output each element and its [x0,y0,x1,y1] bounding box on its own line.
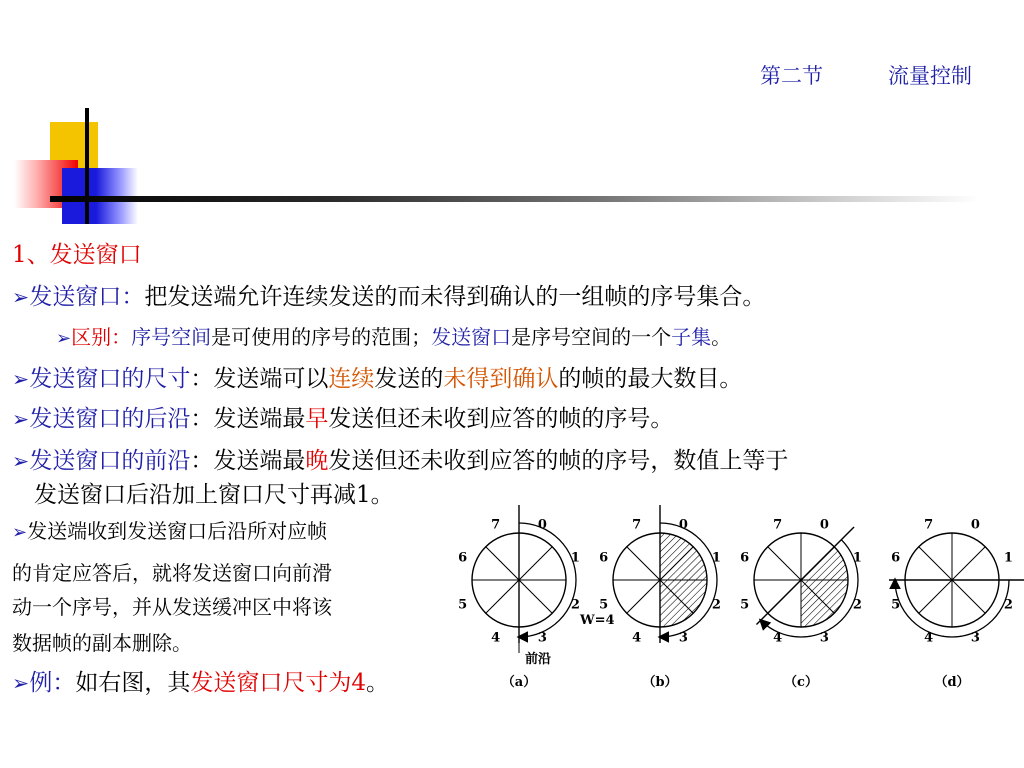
text: 如右图，其 [75,670,191,696]
slide-title: 流量控制 [888,64,972,88]
sequence-number: 0 [970,517,980,533]
sequence-number: 1 [1003,550,1013,566]
text: 的帧的最大数目。 [558,366,743,392]
text: 。 [365,670,389,696]
definition: 把发送端允许连续发送的而未得到确认的一组帧的序号集合。 [144,284,766,310]
bullet-leading-edge-continued: 发送窗口后沿加上窗口尺寸再减1。 [34,482,394,508]
sequence-number: 7 [491,517,501,533]
horizontal-rule [50,196,980,202]
shaded-sector [801,547,848,580]
sequence-number: 2 [570,597,580,613]
term: 例： [29,670,76,696]
sequence-number: 6 [599,550,609,566]
sequence-number: 4 [924,630,934,646]
sequence-number: 5 [599,597,609,613]
window-size-label: W=4 [580,613,615,628]
bullet-send-window [12,282,765,312]
sequence-number: 2 [852,597,862,613]
bullet-example [12,668,389,698]
panel-caption: （b） [642,675,678,690]
term: 发送窗口的前沿 [29,448,191,474]
term: 区别： [71,325,132,349]
sequence-number: 3 [970,630,980,646]
sequence-number: 3 [537,630,547,646]
bullet-trailing-edge [12,404,673,434]
front-edge-label: 前沿 [525,652,552,667]
bullet-difference [56,324,731,352]
triangle-arrow-icon: ➢ [12,449,30,473]
sequence-number: 5 [891,597,901,613]
sequence-number: 1 [711,550,721,566]
sequence-number: 3 [678,630,688,646]
sequence-number: 7 [924,517,934,533]
sliding-window-diagram [456,494,1024,694]
triangle-arrow-icon: ➢ [12,407,30,431]
panel-caption: （c） [784,675,818,690]
text: 发送端收到发送窗口后沿所对应帧 [27,519,328,543]
panel-caption: （d） [934,675,970,690]
keyword: 连续 [328,366,375,392]
sequence-number: 0 [537,517,547,533]
keyword: 未得到确认 [443,366,559,392]
description-line: 的肯定应答后，就将发送窗口向前滑 [12,561,332,585]
text: ：发送端最 [190,448,306,474]
vertical-rule [85,108,89,224]
sequence-number: 5 [458,597,468,613]
text: ：发送端可以 [190,366,329,392]
triangle-arrow-icon: ➢ [12,522,28,543]
triangle-arrow-icon: ➢ [56,328,72,349]
sequence-number: 3 [819,630,829,646]
text: 是可使用的序号的范围； [211,325,432,349]
text: 。 [711,325,732,349]
sequence-number: 2 [1003,597,1013,613]
term: 发送窗口的尺寸 [29,366,191,392]
sequence-number: 6 [740,550,750,566]
bullet-leading-edge [12,446,788,476]
section-heading: 1、发送窗口 [12,242,142,268]
sequence-number: 4 [773,630,783,646]
text: ：发送端最 [190,406,306,432]
sequence-number: 1 [570,550,580,566]
sequence-number: 2 [711,597,721,613]
text: 发送但还未收到应答的帧的序号。 [328,406,674,432]
term: 发送窗口的后沿 [29,406,191,432]
sequence-number: 4 [491,630,501,646]
description-line: 动一个序号，并从发送缓冲区中将该 [12,595,332,619]
decorative-logo [0,108,1024,238]
sequence-number: 0 [819,517,829,533]
text: 发送的 [374,366,444,392]
sequence-number: 7 [632,517,642,533]
description-line: 数据帧的副本删除。 [12,631,192,655]
panel-caption: （a） [501,675,537,690]
sequence-number: 6 [891,550,901,566]
text: 是序号空间的一个 [511,325,672,349]
triangle-arrow-icon: ➢ [12,367,30,391]
bullet-window-size [12,364,742,394]
keyword: 发送窗口 [431,325,512,349]
keyword: 发送窗口尺寸为4 [190,670,366,696]
keyword: 序号空间 [131,325,212,349]
sequence-number: 7 [773,517,783,533]
sequence-number: 0 [678,517,688,533]
bullet-slide-description [12,518,327,546]
keyword: 晚 [305,448,329,474]
sequence-number: 4 [632,630,642,646]
sequence-number: 5 [740,597,750,613]
sequence-number: 6 [458,550,468,566]
sequence-number: 1 [852,550,862,566]
keyword: 早 [305,406,329,432]
section-label: 第二节 [760,64,823,88]
triangle-arrow-icon: ➢ [12,671,30,695]
term: 发送窗口： [29,284,145,310]
keyword: 子集 [671,325,712,349]
text: 发送但还未收到应答的帧的序号，数值上等于 [328,448,789,474]
triangle-arrow-icon: ➢ [12,285,30,309]
